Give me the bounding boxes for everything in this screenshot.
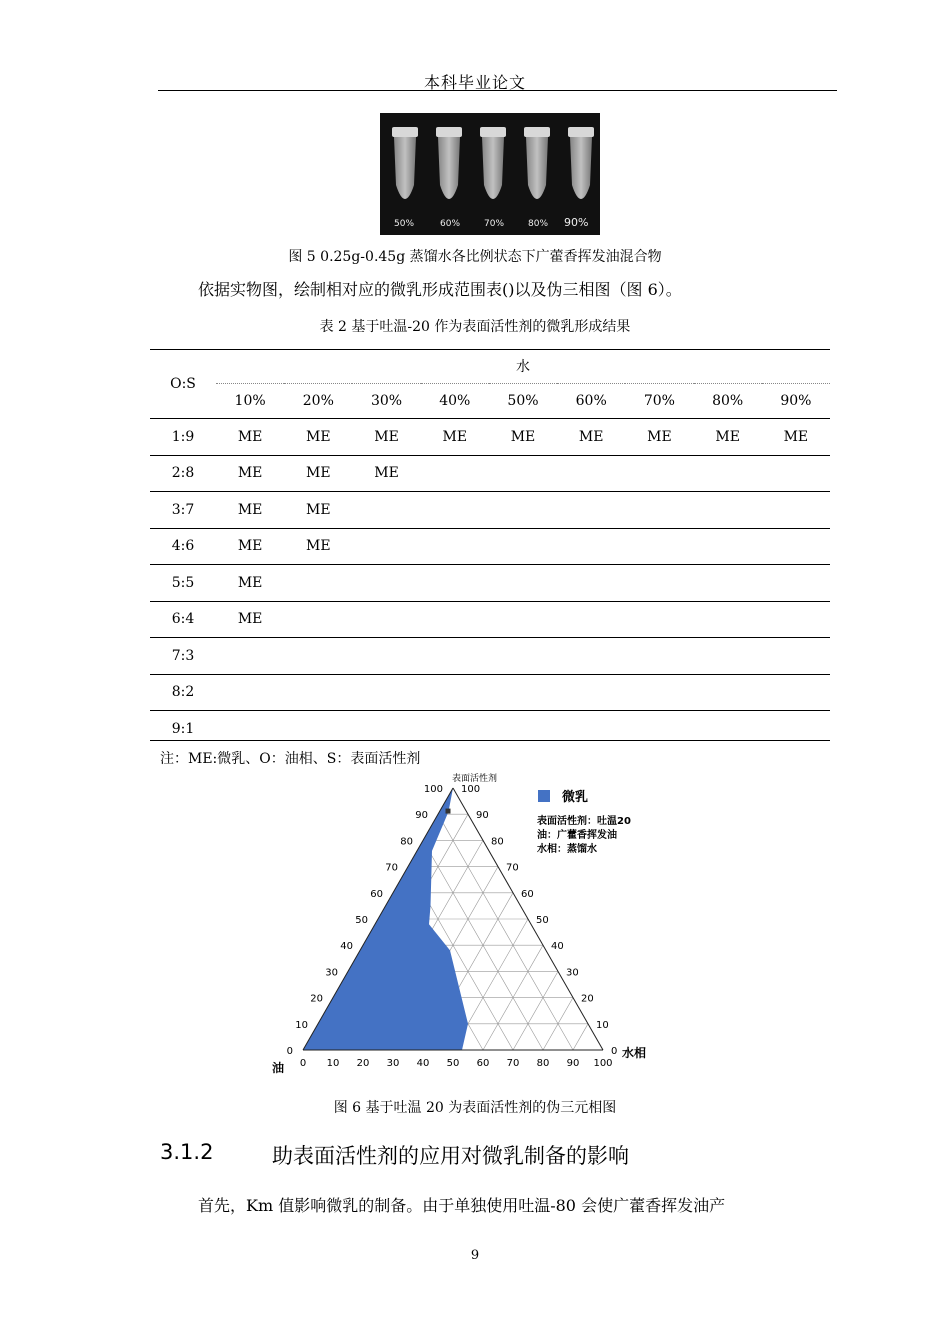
tick-label: 40 [551, 941, 564, 953]
result-cell: ME [284, 455, 352, 492]
tick-label: 50 [355, 915, 368, 926]
tubes-photo [380, 113, 600, 235]
result-cell [762, 528, 830, 565]
tube-body [526, 137, 548, 199]
column-header: 60% [557, 384, 625, 419]
result-cell [694, 601, 762, 638]
result-cell [762, 711, 830, 747]
result-cell [284, 565, 352, 602]
result-cell: ME [489, 419, 557, 456]
result-cell [421, 638, 489, 675]
result-cell [284, 711, 352, 747]
result-cell: ME [352, 455, 420, 492]
tick-label: 60 [370, 888, 383, 900]
result-cell [421, 455, 489, 492]
ratio-cell: 1:9 [150, 419, 216, 456]
result-cell [762, 492, 830, 529]
result-cell [694, 492, 762, 529]
result-cell [489, 674, 557, 711]
result-cell [557, 638, 625, 675]
result-cell: ME [557, 419, 625, 456]
tick-label: 70 [506, 1058, 520, 1069]
result-cell [489, 492, 557, 529]
tick-label: 90 [415, 810, 428, 822]
result-cell [421, 565, 489, 602]
result-cell [762, 674, 830, 711]
column-header: 40% [421, 384, 489, 419]
result-cell: ME [284, 528, 352, 565]
column-header: 30% [352, 384, 420, 419]
result-cell [694, 711, 762, 747]
result-cell [216, 711, 284, 747]
result-cell [762, 565, 830, 602]
tick-label: 30 [386, 1058, 400, 1069]
table-row [150, 601, 830, 638]
tick-label: 10 [295, 1019, 308, 1031]
result-cell [352, 601, 420, 638]
ratio-cell: 8:2 [150, 674, 216, 711]
result-cell [694, 528, 762, 565]
tube-body [570, 137, 592, 199]
result-cell [352, 711, 420, 747]
axis-label-oil: 油 [272, 1061, 285, 1075]
result-cell [625, 638, 693, 675]
result-cell [557, 601, 625, 638]
group-header-water: 水 [216, 349, 830, 384]
tick-label: 0 [286, 1046, 293, 1057]
ratio-cell: 9:1 [171, 720, 195, 737]
tick-label: 30 [325, 967, 338, 979]
result-cell [625, 711, 693, 747]
tick-label: 50 [536, 915, 549, 926]
tick-label: 100 [593, 1058, 613, 1069]
result-cell: ME [694, 419, 762, 456]
tick-label: 40 [416, 1058, 430, 1069]
legend-series: 微乳 [562, 790, 589, 805]
tick-label: 100 [423, 784, 443, 795]
axis-label-surfactant: 表面活性剂 [452, 774, 498, 784]
tube-label: 60% [440, 219, 461, 229]
result-cell [557, 528, 625, 565]
running-header: 本科毕业论文 [423, 73, 526, 92]
result-cell [216, 638, 284, 675]
tick-label: 70 [385, 862, 398, 874]
tick-label: 10 [596, 1019, 609, 1031]
result-cell [762, 638, 830, 675]
result-cell [284, 674, 352, 711]
table-row [150, 638, 830, 675]
result-cell [421, 711, 489, 747]
result-cell: ME [216, 601, 284, 638]
tick-label: 90 [566, 1058, 580, 1069]
column-header: 70% [625, 384, 693, 419]
result-cell: ME [284, 419, 352, 456]
row-header: O:S [150, 349, 216, 419]
result-cell [352, 674, 420, 711]
ratio-cell: 3:7 [150, 492, 216, 529]
result-cell: ME [284, 492, 352, 529]
result-cell [489, 565, 557, 602]
result-cell [557, 711, 625, 747]
tick-label: 90 [476, 810, 489, 822]
tube-body [394, 137, 416, 199]
result-cell: ME [216, 419, 284, 456]
result-cell: ME [625, 419, 693, 456]
tick-label: 80 [536, 1058, 550, 1069]
result-cell [284, 638, 352, 675]
result-cell: ME [421, 419, 489, 456]
tube-label: 50% [394, 219, 415, 229]
tick-label: 20 [310, 993, 323, 1005]
result-cell [489, 455, 557, 492]
result-cell [489, 638, 557, 675]
figure6-caption: 图 6 基于吐温 20 为表面活性剂的伪三元相图 [333, 1100, 617, 1116]
tick-label: 80 [400, 836, 413, 848]
header-rule [158, 90, 837, 91]
result-cell [557, 674, 625, 711]
tick-label: 100 [461, 784, 481, 795]
result-cell [694, 565, 762, 602]
result-cell: ME [216, 528, 284, 565]
tick-label: 10 [326, 1058, 340, 1069]
ratio-cell: 6:4 [150, 601, 216, 638]
result-cell [421, 674, 489, 711]
tube-label: 80% [528, 219, 549, 229]
column-header: 20% [284, 384, 352, 419]
tube-cap [568, 127, 594, 137]
grid-line [573, 1024, 588, 1050]
result-cell [625, 492, 693, 529]
result-cell [625, 528, 693, 565]
legend-line: 表面活性剂：吐温20 [537, 816, 631, 827]
ratio-cell: 5:5 [150, 565, 216, 602]
tick-label: 20 [356, 1058, 370, 1069]
result-cell [352, 565, 420, 602]
result-cell [762, 601, 830, 638]
result-cell [694, 455, 762, 492]
result-cell [557, 565, 625, 602]
tick-label: 0 [611, 1046, 618, 1057]
result-cell: ME [762, 419, 830, 456]
intro-paragraph: 依据实物图，绘制相对应的微乳形成范围表()以及伪三相图（图 6）。 [198, 280, 682, 299]
column-header: 80% [694, 384, 762, 419]
legend-swatch [538, 790, 550, 802]
data-point-marker [446, 809, 451, 814]
page-number: 9 [470, 1248, 480, 1263]
result-cell [625, 674, 693, 711]
result-cell: ME [216, 455, 284, 492]
column-header: 50% [489, 384, 557, 419]
tube-cap [436, 127, 462, 137]
table-bottom-rule [150, 740, 830, 741]
tick-label: 20 [581, 993, 594, 1005]
result-cell [421, 492, 489, 529]
tick-label: 60 [476, 1058, 490, 1069]
tube-cap [524, 127, 550, 137]
tick-label: 60 [521, 888, 534, 900]
result-cell [489, 711, 557, 747]
result-cell: ME [216, 565, 284, 602]
table-row [150, 711, 830, 747]
section-paragraph: 首先，Km 值影响微乳的制备。由于单独使用吐温-80 会使广藿香挥发油产 [198, 1196, 726, 1215]
tick-label: 0 [299, 1058, 307, 1069]
result-cell [557, 455, 625, 492]
table-note: 注：ME:微乳、O：油相、S：表面活性剂 [160, 751, 421, 767]
table-row [150, 419, 830, 456]
column-header: 10% [216, 384, 284, 419]
ternary-diagram [260, 770, 660, 1080]
table2-caption: 表 2 基于吐温-20 作为表面活性剂的微乳形成结果 [319, 319, 631, 335]
table-row [150, 565, 830, 602]
tick-label: 70 [506, 862, 519, 874]
tube-cap [480, 127, 506, 137]
result-cell [625, 565, 693, 602]
result-cell: ME [352, 419, 420, 456]
result-cell [352, 492, 420, 529]
microemulsion-table [150, 349, 830, 747]
table-row [150, 455, 830, 492]
ratio-cell: 4:6 [150, 528, 216, 565]
result-cell [694, 638, 762, 675]
tube-cap [392, 127, 418, 137]
result-cell [352, 638, 420, 675]
tick-label: 50 [446, 1058, 460, 1069]
section-title: 助表面活性剂的应用对微乳制备的影响 [272, 1144, 629, 1168]
table-row [150, 492, 830, 529]
figure5-caption: 图 5 0.25g-0.45g 蒸馏水各比例状态下广藿香挥发油混合物 [288, 249, 662, 265]
result-cell [489, 601, 557, 638]
table-row [150, 674, 830, 711]
tube-label: 90% [564, 216, 589, 229]
result-cell [216, 674, 284, 711]
result-cell [625, 601, 693, 638]
result-cell [625, 455, 693, 492]
result-cell: ME [216, 492, 284, 529]
legend-line: 水相：蒸馏水 [537, 844, 597, 855]
result-cell [762, 455, 830, 492]
result-cell [421, 528, 489, 565]
axis-label-water: 水相 [622, 1046, 647, 1060]
result-cell [352, 528, 420, 565]
column-header: 90% [762, 384, 830, 419]
tick-label: 40 [340, 941, 353, 953]
result-cell [557, 492, 625, 529]
legend-line: 油：广藿香挥发油 [537, 830, 617, 841]
ratio-cell: 7:3 [150, 638, 216, 675]
tick-label: 30 [566, 967, 579, 979]
result-cell [421, 601, 489, 638]
ratio-cell: 2:8 [150, 455, 216, 492]
result-cell [284, 601, 352, 638]
tube-body [482, 137, 504, 199]
tube-label: 70% [484, 219, 505, 229]
table-row [150, 528, 830, 565]
tick-label: 80 [491, 836, 504, 848]
grid-line [513, 971, 558, 1050]
tube-body [438, 137, 460, 199]
result-cell [694, 674, 762, 711]
section-number: 3.1.2 [160, 1140, 214, 1164]
result-cell [489, 528, 557, 565]
